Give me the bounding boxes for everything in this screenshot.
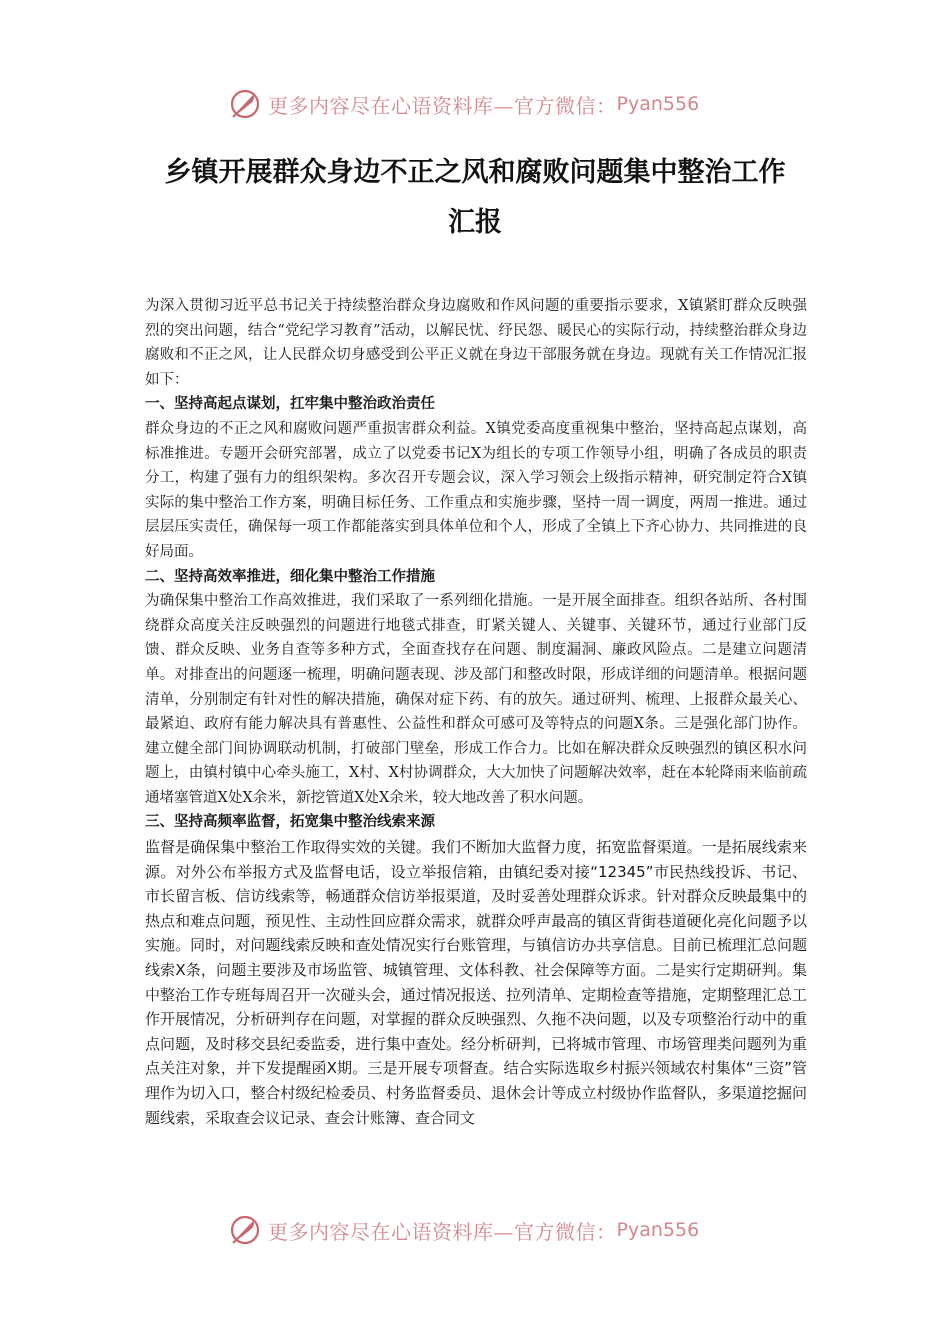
section-1-paragraph: 群众身边的不正之风和腐败问题严重损害群众利益。X镇党委高度重视集中整治，坚持高起点谋划，高标准推进。专题开会研究部署，成立了以党委书记X为组长的专项工作领导小组，明确了各成员的职责分工，构建了强有力的组织架构。多次召开专题会议，深入学习领会上级指示精神，研究制定符合X镇实际的集中整治工作方案，明确目标任务、工作重点和实施步骤，坚持一周一调度，两周一推进。通过层层压实责任，确保每一项工作都能落实到具体单位和个人，形成了全镇上下齐心协力、共同推进的良好局面。 <box>145 420 807 560</box>
watermark-banner-bottom <box>228 1210 699 1250</box>
document-title <box>120 148 830 248</box>
document-body <box>145 294 807 1130</box>
section-2-paragraph: 为确保集中整治工作高效推进，我们采取了一系列细化措施。一是开展全面排查。组织各站所、各村围绕群众高度关注反映强烈的问题进行地毯式排查，盯紧关键人、关键事、关键环节，通过行业部门反馈、群众反映、业务自查等多种方式，全面查找存在问题、制度漏洞、廉政风险点。二是建立问题清单。对排查出的问题逐一梳理，明确问题表现、涉及部门和整改时限，形成详细的问题清单。根据问题清单，分别制定有针对性的解决措施，确保对症下药、有的放矢。通过研判、梳理、上报群众最关心、最紧迫、政府有能力解决具有普惠性、公益性和群众可感可及等特点的问题X条。三是强化部门协作。建立健全部门间协调联动机制，打破部门壁垒，形成工作合力。比如在解决群众反映强烈的镇区积水问题上，由镇村镇中心牵头施工，X村、X村协调群众，大大加快了问题解决效率，赶在本轮降雨来临前疏通堵塞管道X处X余米，新挖管道X处X余米，较大地改善了积水问题。 <box>145 593 807 806</box>
watermark-banner-top <box>228 84 699 124</box>
intro-paragraph: 为深入贯彻习近平总书记关于持续整治群众身边腐败和作风问题的重要指示要求，X镇紧盯群众反映强烈的突出问题，结合“党纪学习教育”活动，以解民忧、纾民怨、暖民心的实际行动，持续整治群众身边腐败和不正之风，让人民群众切身感受到公平正义就在身边干部服务就在身边。现就有关工作情况汇报如下： <box>145 298 807 388</box>
title-line-1: 乡镇开展群众身边不正之风和腐败问题集中整治工作 <box>164 157 786 188</box>
section-2-heading: 二、坚持高效率推进，细化集中整治工作措施 <box>145 568 435 585</box>
feather-pen-logo-icon <box>228 87 262 121</box>
watermark-text: 更多内容尽在心语资料库—官方微信： <box>268 1219 617 1244</box>
watermark-wechat-id: Pyan556 <box>616 93 700 115</box>
watermark-text: 更多内容尽在心语资料库—官方微信： <box>268 93 617 118</box>
watermark-wechat-id: Pyan556 <box>616 1219 700 1241</box>
feather-pen-logo-icon <box>228 1213 262 1247</box>
section-3-paragraph: 监督是确保集中整治工作取得实效的关键。我们不断加大监督力度，拓宽监督渠道。一是拓展线索来源。对外公布举报方式及监督电话，设立举报信箱，由镇纪委对接“12345”市民热线投诉、书记、市长留言板、信访线索等，畅通群众信访举报渠道，及时妥善处理群众诉求。针对群众反映最集中的热点和难点问题，预见性、主动性回应群众需求，就群众呼声最高的镇区背街巷道硬化亮化问题予以实施。同时，对问题线索反映和查处情况实行台账管理，与镇信访办共享信息。目前已梳理汇总问题线索X条，问题主要涉及市场监管、城镇管理、文体科教、社会保障等方面。二是实行定期研判。集中整治工作专班每周召开一次碰头会，通过情况报送、拉列清单、定期检查等措施，定期整理汇总工作开展情况，分析研判存在问题，对掌握的群众反映强烈、久拖不决问题，以及专项整治行动中的重点问题，及时移交县纪委监委，进行集中查处。经分析研判，已将城市管理、市场管理类问题列为重点关注对象，并下发提醒函X期。三是开展专项督查。结合实际选取乡村振兴领域农村集体“三资”管理作为切入口，整合村级纪检委员、村务监督委员、退休会计等成立村级协作监督队，多渠道挖掘问题线索，采取查会议记录、查会计账簿、查合同文 <box>145 838 807 1127</box>
section-3-heading: 三、坚持高频率监督，拓宽集中整治线索来源 <box>145 814 435 831</box>
section-1-heading: 一、坚持高起点谋划，扛牢集中整治政治责任 <box>145 396 435 413</box>
title-line-2: 汇报 <box>448 207 502 238</box>
